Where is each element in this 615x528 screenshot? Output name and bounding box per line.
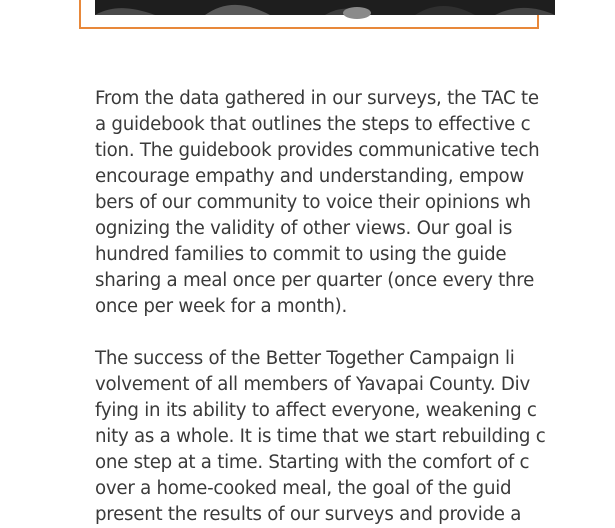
body-text — [95, 86, 615, 528]
text-line: hundred families to commit to using the guide — [95, 244, 507, 265]
paragraph-spacer — [95, 320, 615, 346]
text-line: encourage empathy and understanding, empow — [95, 166, 525, 187]
paragraph-guidebook — [95, 86, 615, 320]
text-line: nity as a whole. It is time that we start rebuilding c — [95, 426, 546, 447]
text-line: ognizing the validity of other views. Our goal is — [95, 218, 513, 239]
text-line: once per week for a month). — [95, 296, 348, 317]
text-line: sharing a meal once per quarter (once every thre — [95, 270, 535, 291]
paragraph-campaign — [95, 346, 615, 528]
photo-frame — [79, 0, 539, 29]
text-line: one step at a time. Starting with the comfort of c — [95, 452, 530, 473]
text-line: From the data gathered in our surveys, the TAC te — [95, 88, 539, 109]
text-line: fying in its ability to affect everyone, weakening c — [95, 400, 537, 421]
header-photo — [95, 0, 555, 15]
text-line: tion. The guidebook provides communicative tech — [95, 140, 540, 161]
text-line: volvement of all members of Yavapai County. Div — [95, 374, 530, 395]
text-line: bers of our community to voice their opinions wh — [95, 192, 531, 213]
text-line: The success of the Better Together Campaign li — [95, 348, 515, 369]
text-line: a guidebook that outlines the steps to effective c — [95, 114, 531, 135]
text-line: present the results of our surveys and provide a — [95, 504, 522, 525]
text-line: over a home-cooked meal, the goal of the guid — [95, 478, 512, 499]
